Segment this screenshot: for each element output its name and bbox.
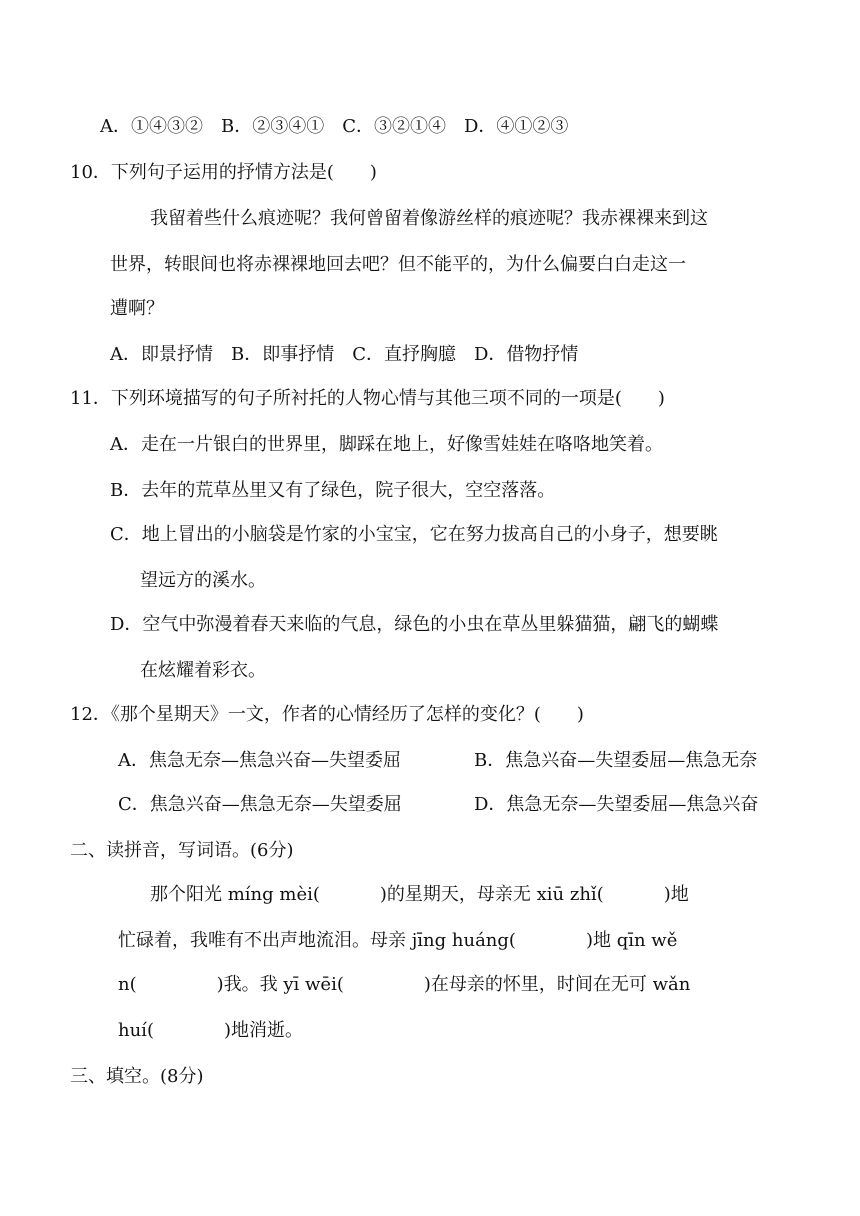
q11-stem: 11．下列环境描写的句子所衬托的人物心情与其他三项不同的一项是( ) bbox=[70, 388, 665, 409]
q12-option-b: B．焦急兴奋—失望委屈—焦急无奈 bbox=[474, 750, 758, 771]
section-3-title: 三、填空。(8分) bbox=[70, 1066, 204, 1087]
q10-passage-line-1: 我留着些什么痕迹呢？我何曾留着像游丝样的痕迹呢？我赤裸裸来到这 bbox=[150, 208, 708, 229]
pinyin-line-3-text-3: )在母亲的怀里，时间在无可 wǎn bbox=[423, 974, 691, 995]
pinyin-line-4 bbox=[118, 1018, 303, 1044]
pinyin-line-1 bbox=[150, 882, 689, 908]
q10-options: A．即景抒情 B．即事抒情 C．直抒胸臆 D．借物抒情 bbox=[110, 344, 579, 365]
q11-option-b: B．去年的荒草丛里又有了绿色，院子很大，空空落落。 bbox=[110, 480, 556, 501]
q9-options: A．①④③② B．②③④① C．③②①④ D．④①②③ bbox=[100, 116, 569, 137]
q11-option-d-line-1: D．空气中弥漫着春天来临的气息，绿色的小虫在草丛里躲猫猫，翩飞的蝴蝶 bbox=[110, 614, 719, 635]
q10-passage-line-2: 世界，转眼间也将赤裸裸地回去吧？但不能平的，为什么偏要白白走这一 bbox=[110, 254, 686, 275]
pinyin-line-4-text-1: huí( bbox=[118, 1020, 154, 1041]
q11-option-c-line-1: C．地上冒出的小脑袋是竹家的小宝宝，它在努力拔高自己的小身子，想要眺 bbox=[110, 524, 718, 545]
q10-passage-line-3: 遭啊？ bbox=[110, 298, 164, 319]
q12-option-a: A．焦急无奈—焦急兴奋—失望委屈 bbox=[118, 750, 401, 771]
pinyin-line-2-text-2: )地 qīn wě bbox=[585, 930, 678, 951]
section-2-title: 二、读拼音，写词语。(6分) bbox=[70, 840, 294, 861]
q10-stem: 10．下列句子运用的抒情方法是( ) bbox=[70, 162, 377, 183]
q11-option-c-line-2: 望远方的溪水。 bbox=[140, 570, 266, 591]
pinyin-line-1-text-3: )地 bbox=[663, 884, 689, 905]
pinyin-line-3 bbox=[118, 972, 690, 998]
q11-option-d-line-2: 在炫耀着彩衣。 bbox=[140, 660, 266, 681]
pinyin-line-4-text-2: )地消逝。 bbox=[223, 1020, 303, 1041]
pinyin-line-2-text-1: 忙碌着，我唯有不出声地流泪。母亲 jīng huáng( bbox=[118, 930, 516, 951]
pinyin-line-1-text-1: 那个阳光 míng mèi( bbox=[150, 884, 320, 905]
q11-option-a: A．走在一片银白的世界里，脚踩在地上，好像雪娃娃在咯咯地笑着。 bbox=[110, 434, 663, 455]
pinyin-line-2 bbox=[118, 928, 677, 954]
pinyin-line-1-text-2: )的星期天，母亲无 xiū zhǐ( bbox=[379, 884, 604, 905]
q12-stem: 12．《那个星期天》一文，作者的心情经历了怎样的变化？( ) bbox=[70, 704, 584, 725]
pinyin-line-3-text-1: n( bbox=[118, 974, 137, 995]
q12-option-c: C．焦急兴奋—焦急无奈—失望委屈 bbox=[118, 794, 402, 815]
q12-option-d: D．焦急无奈—失望委屈—焦急兴奋 bbox=[474, 794, 759, 815]
pinyin-line-3-text-2: )我。我 yī wēi( bbox=[216, 974, 344, 995]
